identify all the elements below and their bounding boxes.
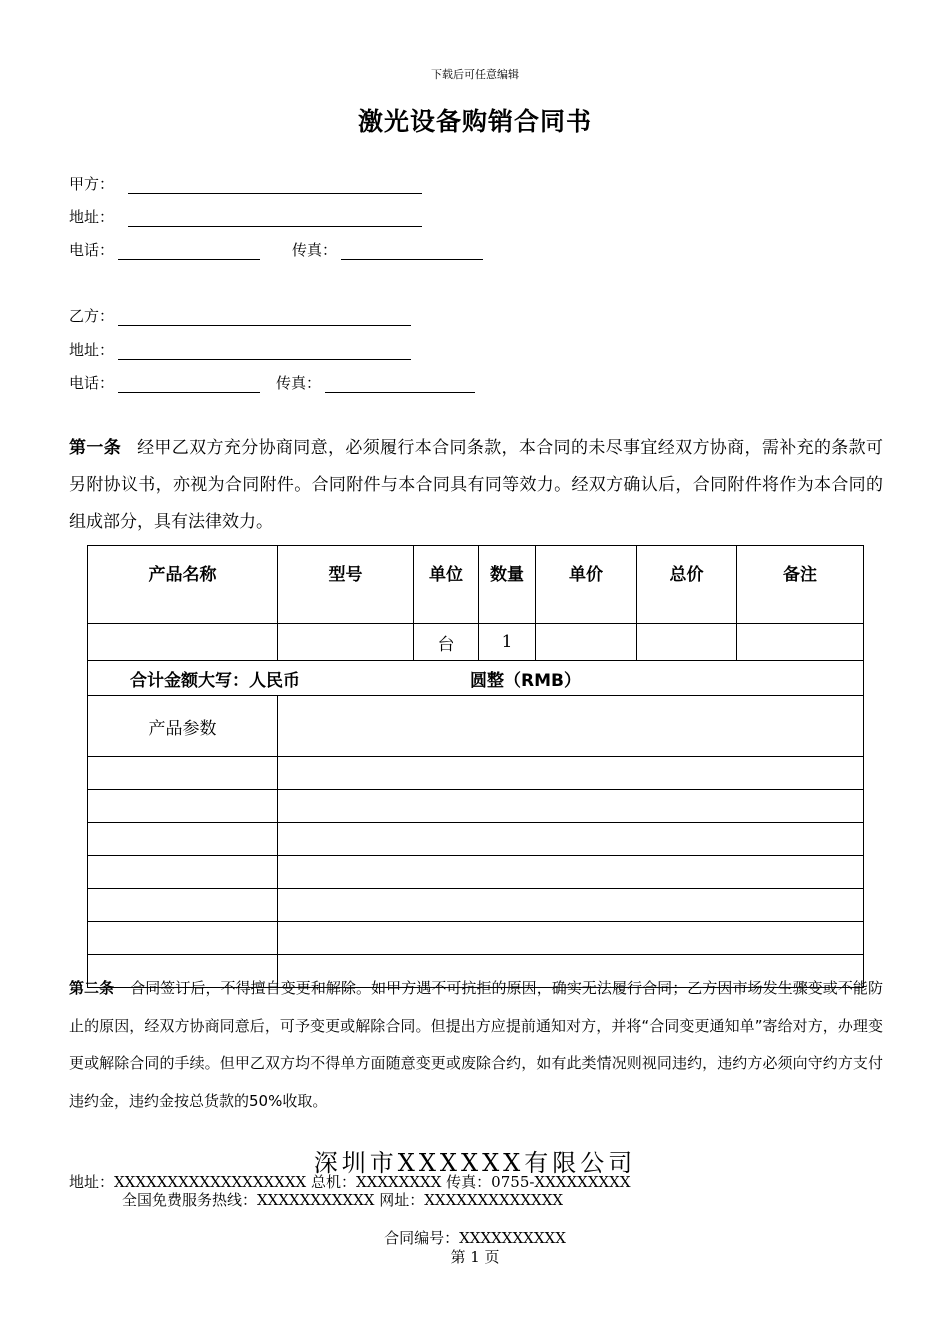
article-2-text: 合同签订后，不得擅自变更和解除。如甲方遇不可抗拒的原因，确实无法履行合同；乙方因市场发生骤变或不能防止的原因，经双方协商同意后，可予变更或解除合同。但提出方应提前通知对方，并将“合同变更通知单”寄给对方，办理变更或解除合同的手续。但甲乙双方均不得单方面随意变更或废除合约，如有此类情况则视同违约，违约方必须向守约方支付违约金，违约金按总货款的50%收取。 [69,979,883,1110]
table-row [88,790,864,823]
blank-cell[interactable] [88,790,278,823]
cell-quantity[interactable]: 1 [479,624,536,661]
total-amount-suffix: 圆整（RMB） [470,670,581,691]
table-row [88,922,864,955]
company-address-line: 地址：XXXXXXXXXXXXXXXXXX 总机：XXXXXXXX 传真：0755-XXXXXXXXX [69,1173,631,1191]
blank-cell[interactable] [88,823,278,856]
company-name: 深圳市XXXXXX有限公司 [313,1149,637,1177]
party-b-name-line[interactable] [118,309,411,326]
blank-cell[interactable] [278,823,864,856]
header-product-name: 产品名称 [88,546,278,624]
total-amount-row [88,661,864,696]
contract-number: 合同编号：XXXXXXXXXX [384,1229,566,1247]
table-row [88,624,864,661]
product-params-label: 产品参数 [88,696,278,757]
party-b-fax-line[interactable] [325,376,475,393]
party-a-address-line[interactable] [128,210,422,227]
cell-remarks[interactable] [737,624,864,661]
table-row [88,823,864,856]
party-b-phone-label: 电话： [69,374,115,392]
header-remarks: 备注 [737,546,864,624]
table-row [88,856,864,889]
blank-cell[interactable] [278,856,864,889]
article-2 [69,970,883,1120]
party-a-phone-label: 电话： [69,241,115,259]
blank-cell[interactable] [278,922,864,955]
party-b-name-field[interactable] [69,304,411,326]
header-unit: 单位 [414,546,479,624]
total-amount-label: 合计金额大写：人民币 [130,670,300,691]
blank-cell[interactable] [88,757,278,790]
blank-cell[interactable] [88,922,278,955]
table-row [88,889,864,922]
page-number: 第 1 页 [450,1248,500,1266]
blank-cell[interactable] [88,856,278,889]
header-total-price: 总价 [637,546,737,624]
party-a-name-label: 甲方： [69,175,115,193]
header-note: 下载后可任意编辑 [431,68,519,81]
party-a-fax-line[interactable] [341,243,483,260]
party-a-fax-label: 传真： [292,241,338,259]
blank-cell[interactable] [278,889,864,922]
company-hotline-line: 全国免费服务热线：XXXXXXXXXXX 网址：XXXXXXXXXXXXX [122,1191,564,1209]
party-a-phone-line[interactable] [118,243,260,260]
party-b-fax-label: 传真： [276,374,322,392]
product-params-row [88,696,864,757]
cell-model[interactable] [278,624,414,661]
product-params-cell[interactable] [278,696,864,757]
document-title: 激光设备购销合同书 [357,107,592,136]
product-table [87,545,864,988]
header-unit-price: 单价 [536,546,637,624]
party-a-phone-field[interactable] [69,238,483,260]
cell-unit-price[interactable] [536,624,637,661]
table-row [88,757,864,790]
blank-cell[interactable] [278,757,864,790]
party-a-address-field[interactable] [69,205,422,227]
article-1-text: 经甲乙双方充分协商同意，必须履行本合同条款，本合同的未尽事宜经双方协商，需补充的条款可另附协议书，亦视为合同附件。合同附件与本合同具有同等效力。经双方确认后，合同附件将作为本合同的组成部分，具有法律效力。 [69,438,884,532]
cell-product-name[interactable] [88,624,278,661]
blank-cell[interactable] [278,790,864,823]
party-b-address-line[interactable] [118,343,411,360]
party-b-name-label: 乙方： [69,307,115,325]
total-amount-cell[interactable] [88,661,864,696]
article-1-heading: 第一条 [69,438,122,458]
article-2-heading: 第二条 [69,979,115,997]
party-b-phone-field[interactable] [69,371,475,393]
party-a-name-field[interactable] [69,172,422,194]
header-model: 型号 [278,546,414,624]
party-a-address-label: 地址： [69,208,115,226]
party-b-address-field[interactable] [69,338,411,360]
party-b-address-label: 地址： [69,341,115,359]
party-b-phone-line[interactable] [118,376,260,393]
party-a-name-line[interactable] [128,177,422,194]
blank-cell[interactable] [88,889,278,922]
cell-total-price[interactable] [637,624,737,661]
header-quantity: 数量 [479,546,536,624]
article-1 [69,430,883,541]
table-header-row [88,546,864,624]
cell-unit[interactable]: 台 [414,624,479,661]
